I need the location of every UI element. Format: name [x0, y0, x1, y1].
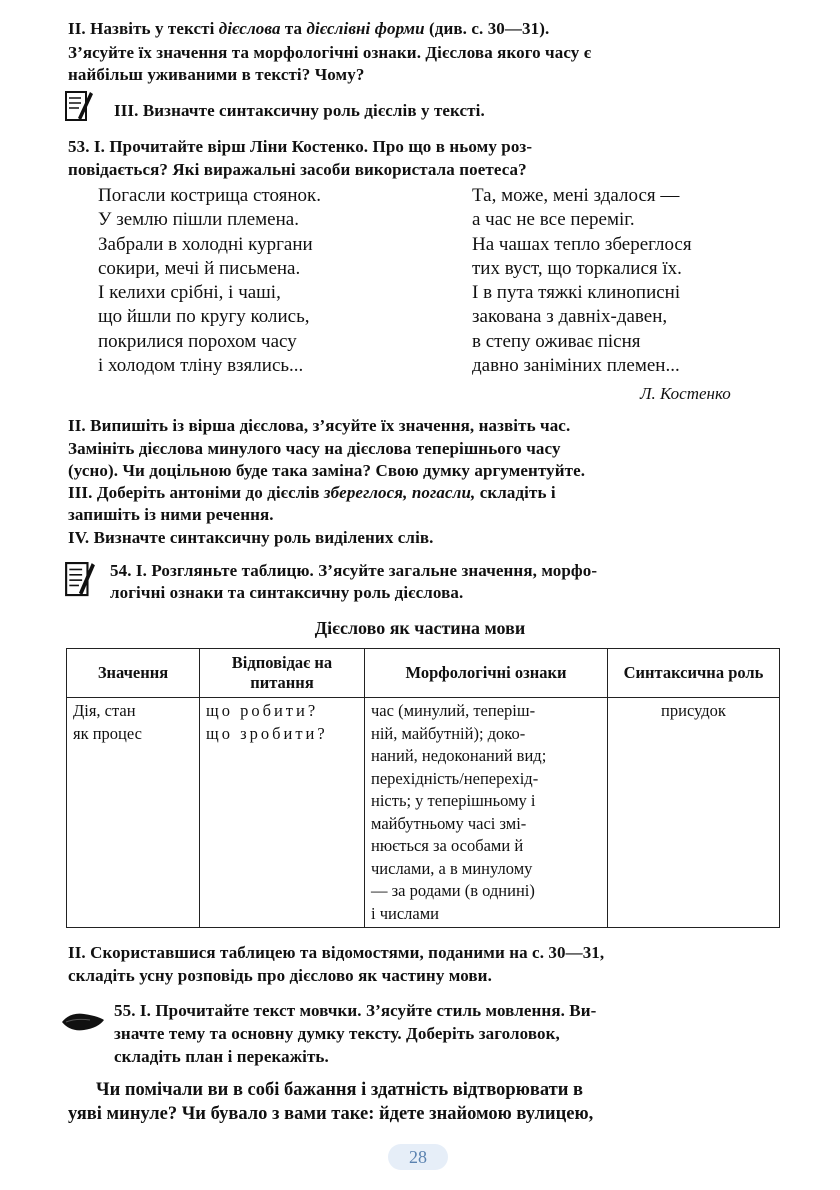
poem-line: Та, може, мені здалося —: [472, 185, 680, 206]
ex54-task2-line1: II. Скориставшися таблицею та відомостями, поданими на с. 30—31,: [68, 943, 605, 962]
writing-icon: [64, 556, 96, 600]
verb-table: [66, 648, 780, 928]
poem-line: покрилися порохом часу: [98, 330, 297, 352]
table-header-row: [67, 649, 780, 698]
ex55-line3: складіть план і перекажіть.: [114, 1047, 329, 1066]
ex55-text-line2: уяві минуле? Чи бувало з вами таке: йдете знайомою вулицею,: [68, 1104, 594, 1124]
poem-line: І келихи срібні, і чаші,: [98, 282, 281, 304]
ex54-line1: 54. I. Розгляньте таблицю. З’ясуйте загальне значення, морфо-: [110, 561, 598, 580]
ex55-line2: значте тему та основну думку тексту. Доберіть заголовок,: [114, 1024, 560, 1043]
task-ii-line1: II. Назвіть у тексті дієслова та дієслівні форми (див. с. 30—31).: [68, 19, 550, 38]
poem-line: давно заніміних племен...: [472, 355, 680, 377]
ex53-task2-line2: Замініть дієслова минулого часу на дієслова теперішнього часу: [68, 439, 561, 458]
table-cell-meaning: Дія, стан як процес: [67, 698, 200, 928]
ex53-task3-line2: запишіть із ними речення.: [68, 505, 274, 524]
table-header: Синтаксична роль: [608, 649, 780, 698]
poem-line: і холодом тліну взялись...: [98, 355, 304, 377]
ex54-line2: логічні ознаки та синтаксичну роль дієслова.: [110, 583, 464, 602]
table-cell-role: присудок: [608, 698, 780, 928]
page-number: 28: [388, 1144, 448, 1170]
poem-line: а час не все переміг.: [472, 209, 635, 231]
poem-line: На чашах тепло збереглося: [472, 233, 692, 255]
poem-line: У землю пішли племена.: [98, 209, 299, 231]
ex53-task4: IV. Визначте синтаксичну роль виділених слів.: [68, 528, 434, 547]
task-ii-line3: найбільш уживаними в тексті? Чому?: [68, 65, 365, 84]
ex53-line2: повідається? Які виражальні засоби використала поетеса?: [68, 160, 527, 179]
ex53-task2-line1: II. Випишіть із вірша дієслова, з’ясуйте їх значення, назвіть час.: [68, 416, 571, 435]
table-cell-questions: що робити? що зробити?: [200, 698, 365, 928]
poem-left-column: [98, 184, 321, 378]
poem-author: Л. Костенко: [640, 384, 731, 403]
task-iii-line: III. Визначте синтаксичну роль дієслів у тексті.: [114, 101, 485, 120]
poem-line: І в пута тяжкі клинописні: [472, 282, 681, 304]
writing-icon: [64, 88, 94, 124]
table-cell-morphology: час (минулий, теперіш- ній, майбутній); доко- наний, недоконаний вид; перехідність/неперехід- ність; у теперішньому і майбутньому часі змі- нюється за особами й числами, а в минулому — за родами (в однині) і числами: [365, 698, 608, 928]
task-ii-line2: З’ясуйте їх значення та морфологічні ознаки. Дієслова якого часу є: [68, 43, 592, 62]
poem-line: Забрали в холодні кургани: [98, 233, 313, 255]
table-header: Значення: [67, 649, 200, 698]
poem-line: що йшли по кругу колись,: [98, 306, 310, 328]
ex55-line1: 55. I. Прочитайте текст мовчки. З’ясуйте стиль мовлення. Ви-: [114, 1001, 597, 1020]
ex53-task2-line3: (усно). Чи доцільною буде така заміна? Свою думку аргументуйте.: [68, 461, 586, 480]
poem-line: Погасли кострища стоянок.: [98, 185, 321, 206]
ex53-task3-line1: III. Доберіть антоніми до дієслів збереглося, погасли, складіть і: [68, 483, 556, 502]
table-row: [67, 698, 780, 928]
table-header: Морфологічні ознаки: [365, 649, 608, 698]
reading-icon: [60, 1008, 106, 1034]
table-title: Дієслово як частина мови: [314, 618, 526, 638]
poem-line: в степу оживає пісня: [472, 330, 641, 352]
poem-line: закована з давніх-давен,: [472, 306, 668, 328]
ex53-line1: 53. I. Прочитайте вірш Ліни Костенко. Про що в ньому роз-: [68, 137, 533, 156]
poem-line: сокири, мечі й письмена.: [98, 257, 301, 279]
table-header: Відповідає на питання: [200, 649, 365, 698]
ex54-task2-line2: складіть усну розповідь про дієслово як частину мови.: [68, 966, 492, 985]
ex55-text-line1: Чи помічали ви в собі бажання і здатність відтворювати в: [96, 1080, 583, 1100]
poem-line: тих вуст, що торкалися їх.: [472, 257, 682, 279]
poem-right-column: [472, 184, 692, 378]
